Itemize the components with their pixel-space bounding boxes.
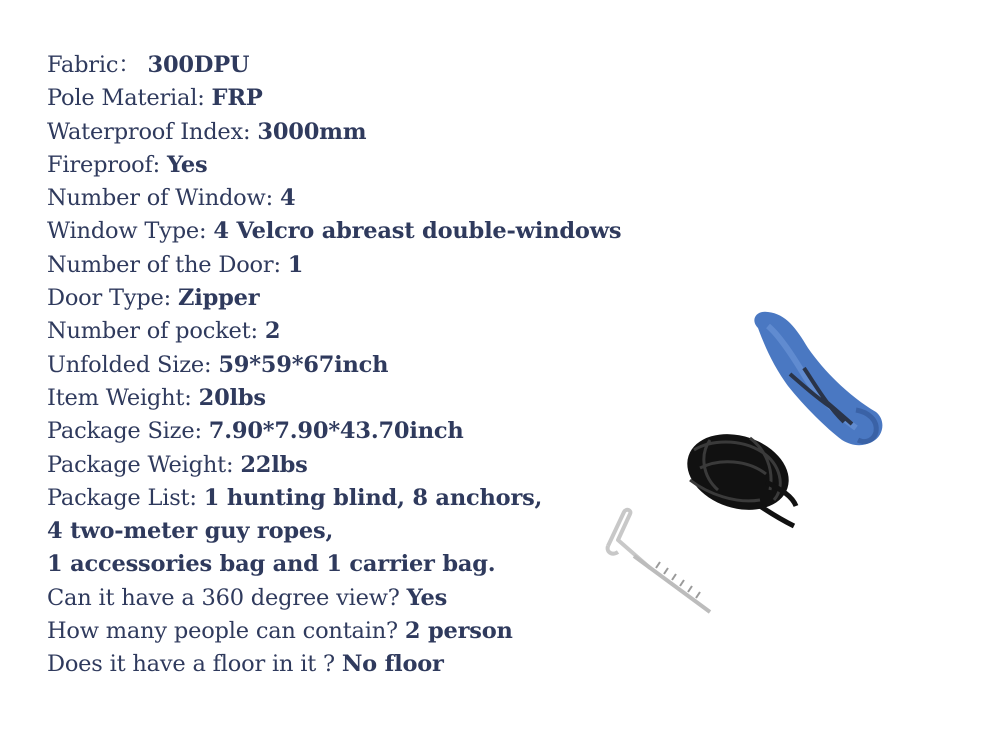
- spec-value: 3000mm: [257, 118, 367, 145]
- spec-value: 7.90*7.90*43.70inch: [208, 418, 464, 445]
- spec-fabric: [47, 49, 727, 82]
- spec-value: Yes: [406, 584, 448, 611]
- spec-label: Number of the Door:: [47, 251, 288, 278]
- spec-capacity: [47, 615, 727, 648]
- spec-label: Waterproof Index:: [47, 118, 258, 145]
- spec-window-type: [47, 215, 727, 248]
- spec-value: 1 accessories bag and 1 carrier bag.: [47, 551, 496, 578]
- rope-icon: [677, 422, 798, 526]
- spec-number-of-door: [47, 249, 727, 282]
- spec-label: Does it have a floor in it ?: [47, 651, 342, 678]
- spec-floor: [47, 648, 727, 681]
- spec-value: 300DPU: [147, 52, 250, 78]
- spec-value: No floor: [341, 651, 444, 678]
- spec-label: Number of Window:: [47, 185, 280, 212]
- spec-label: Fireproof:: [47, 151, 167, 178]
- spec-label: Fabric：: [47, 52, 148, 78]
- spec-pole-material: [47, 82, 727, 115]
- product-accessories-photo: [590, 300, 900, 620]
- spec-value: 59*59*67inch: [218, 351, 389, 378]
- spec-value: 4: [279, 185, 296, 212]
- spec-waterproof-index: [47, 116, 727, 149]
- spec-value: 2 person: [404, 618, 513, 645]
- spec-value: Zipper: [178, 285, 260, 312]
- spec-label: Pole Material:: [47, 85, 212, 112]
- spec-value: 1 hunting blind, 8 anchors,: [203, 484, 543, 511]
- spec-label: Door Type:: [47, 285, 179, 312]
- spec-value: 4 two-meter guy ropes,: [47, 518, 334, 545]
- carrier-bag-icon: [754, 312, 882, 445]
- spec-label: Window Type:: [47, 218, 214, 245]
- spec-value: 20lbs: [198, 384, 266, 411]
- spec-label: Package Size:: [47, 418, 209, 445]
- spec-label: Item Weight:: [47, 384, 199, 411]
- spec-label: Package Weight:: [47, 451, 241, 478]
- spec-value: Yes: [167, 151, 208, 178]
- stake-icon: [608, 510, 710, 612]
- spec-value: 1: [287, 251, 304, 278]
- spec-label: How many people can contain?: [47, 618, 405, 645]
- spec-number-of-window: [47, 182, 727, 215]
- spec-value: 22lbs: [240, 451, 308, 478]
- spec-label: Can it have a 360 degree view?: [47, 584, 407, 611]
- spec-value: 2: [264, 318, 281, 345]
- spec-value: FRP: [211, 85, 263, 112]
- spec-label: Unfolded Size:: [47, 351, 219, 378]
- spec-label: Package List:: [47, 484, 204, 511]
- spec-value: 4 Velcro abreast double-windows: [213, 218, 622, 245]
- spec-fireproof: [47, 149, 727, 182]
- spec-label: Number of pocket:: [47, 318, 265, 345]
